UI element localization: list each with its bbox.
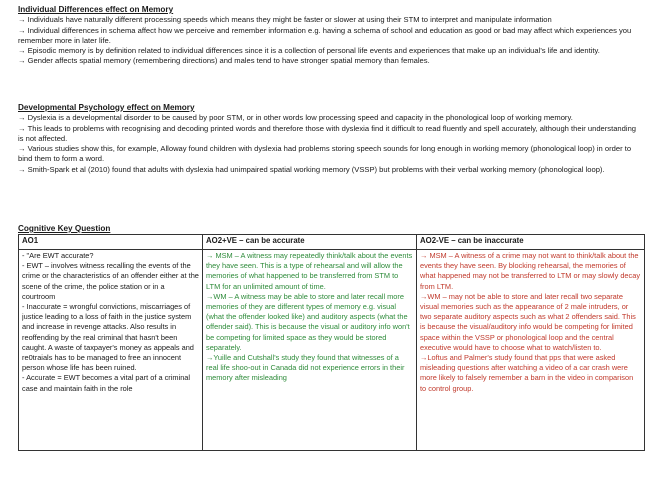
arrow-icon: →: [206, 353, 214, 363]
cell-paragraph: - Inaccurate = wrongful convictions, miscarriages of justice leading to a loss of faith in the justice system and increase in revenge attacks. Also results in reoffending by the real criminal that hasn't been caught. A waste of taxpayer's money as appeals and re0traials has to be managed to free an innocent person whose life has been ruined.: [22, 302, 194, 373]
bullet-item: → Gender affects spatial memory (remembering directions) and males tend to have stronger spatial memory than females.: [18, 56, 430, 66]
section-developmental-psychology: [18, 103, 640, 175]
section-heading: Individual Differences effect on Memory: [18, 5, 174, 14]
table-row: [19, 250, 645, 451]
arrow-icon: →: [18, 123, 26, 133]
arrow-icon: →: [420, 353, 428, 363]
bullet-item: → Various studies show this, for example, Alloway found children with dyslexia had problems storing speech sounds for long enough in working memory (phonological loop) in order to bind them to form a word.: [18, 144, 632, 164]
cognitive-key-question-table: [18, 234, 645, 451]
cognitive-key-question-heading: Cognitive Key Question: [18, 224, 111, 233]
bullet-item: → Dyslexia is a developmental disorder to be caused by poor STM, or in other words low processing speed and capacity in the phonological loop of working memory.: [18, 113, 573, 123]
arrow-icon: →: [420, 291, 428, 301]
column-header-ao2-positive: AO2+VE – can be accurate: [203, 235, 417, 250]
column-header-ao1: AO1: [19, 235, 203, 250]
cell-paragraph: → MSM – A witness may repeatedly think/talk about the events they have seen. This is a type of rehearsal and will allow the memories of what happened to be transferred from STM to LTM for an unlimited amount of time.: [206, 251, 413, 291]
cell-paragraph: →WM – A witness may be able to store and later recall more memories of they are different types of memory e.g. visual (what the offender looked like) and auditory aspects (what the offender said). This is because the visual or auditory info won't be competing for limited space as they would be stored separately.: [206, 291, 410, 352]
cell-paragraph: - "Are EWT accurate?: [22, 251, 94, 260]
cell-paragraph: →WM – may not be able to store and later recall two separate visual memories such as the appearance of 2 male intruders, or two separate auditory aspects such as what 2 offenders said. This is because the visual/auditory info would be competing for limited space within the VSSP or phonological loop and the central executive would have to choose what to watch/listen to.: [420, 291, 636, 352]
cell-paragraph: - EWT – involves witness recalling the events of the crime or the characteristics of an offender either at the scene of the crime, the police station or in a courtroom: [22, 261, 199, 301]
arrow-icon: →: [206, 251, 214, 260]
cell-paragraph: - Accurate = EWT becomes a vital part of a criminal case and maintain faith in the role: [22, 373, 191, 393]
column-header-ao2-negative: AO2-VE – can be inaccurate: [417, 235, 645, 250]
bullet-item: → Individuals have naturally different processing speeds which means they might be faster or slower at using their STM to interpret and manipulate information: [18, 15, 552, 25]
arrow-icon: →: [18, 56, 26, 66]
arrow-icon: →: [18, 25, 26, 35]
arrow-icon: →: [420, 251, 428, 260]
arrow-icon: →: [18, 164, 26, 174]
arrow-icon: →: [18, 144, 26, 154]
arrow-icon: →: [206, 291, 214, 301]
bullet-item: → Smith-Spark et al (2010) found that adults with dyslexia had unimpaired spatial working memory (VSSP) but problems with their verbal working memory (phonological loop).: [18, 164, 605, 174]
arrow-icon: →: [18, 113, 26, 123]
section-heading: Developmental Psychology effect on Memory: [18, 103, 195, 112]
arrow-icon: →: [18, 15, 26, 25]
bullet-item: → Individual differences in schema affect how we perceive and remember information e.g. having a schema of school and education as good or bad may affect which experiences you remember more in later life.: [18, 25, 632, 45]
cell-paragraph: →Loftus and Palmer's study found that pps that were asked misleading questions after watching a video of a car crash were more likely to falsely remember a barn in the video in comparison to control group.: [420, 353, 634, 393]
ao1-cell: [19, 250, 203, 451]
ao2-positive-cell: [203, 250, 417, 451]
bullet-item: → This leads to problems with recognising and decoding printed words and therefore those with dyslexia find it difficult to read fluently and spell accurately, although their understanding is not affected.: [18, 123, 637, 143]
cell-paragraph: → MSM – A witness of a crime may not want to think/talk about the events they have seen. By blocking rehearsal, the memories of what happened may not be transferred to LTM or may slowly decay from LTM.: [420, 251, 641, 291]
table-header-row: [19, 235, 645, 250]
cell-paragraph: →Yuille and Cutshall's study they found that witnesses of a real life shoo-out in Canada did not experience errors in their memory after misleading: [206, 353, 405, 383]
bullet-item: → Episodic memory is by definition related to individual differences since it is a collection of personal life events and experiences that make up an individual's life and identity.: [18, 46, 600, 56]
arrow-icon: →: [18, 46, 26, 56]
section-individual-differences: [18, 5, 640, 67]
ao2-negative-cell: [417, 250, 645, 451]
